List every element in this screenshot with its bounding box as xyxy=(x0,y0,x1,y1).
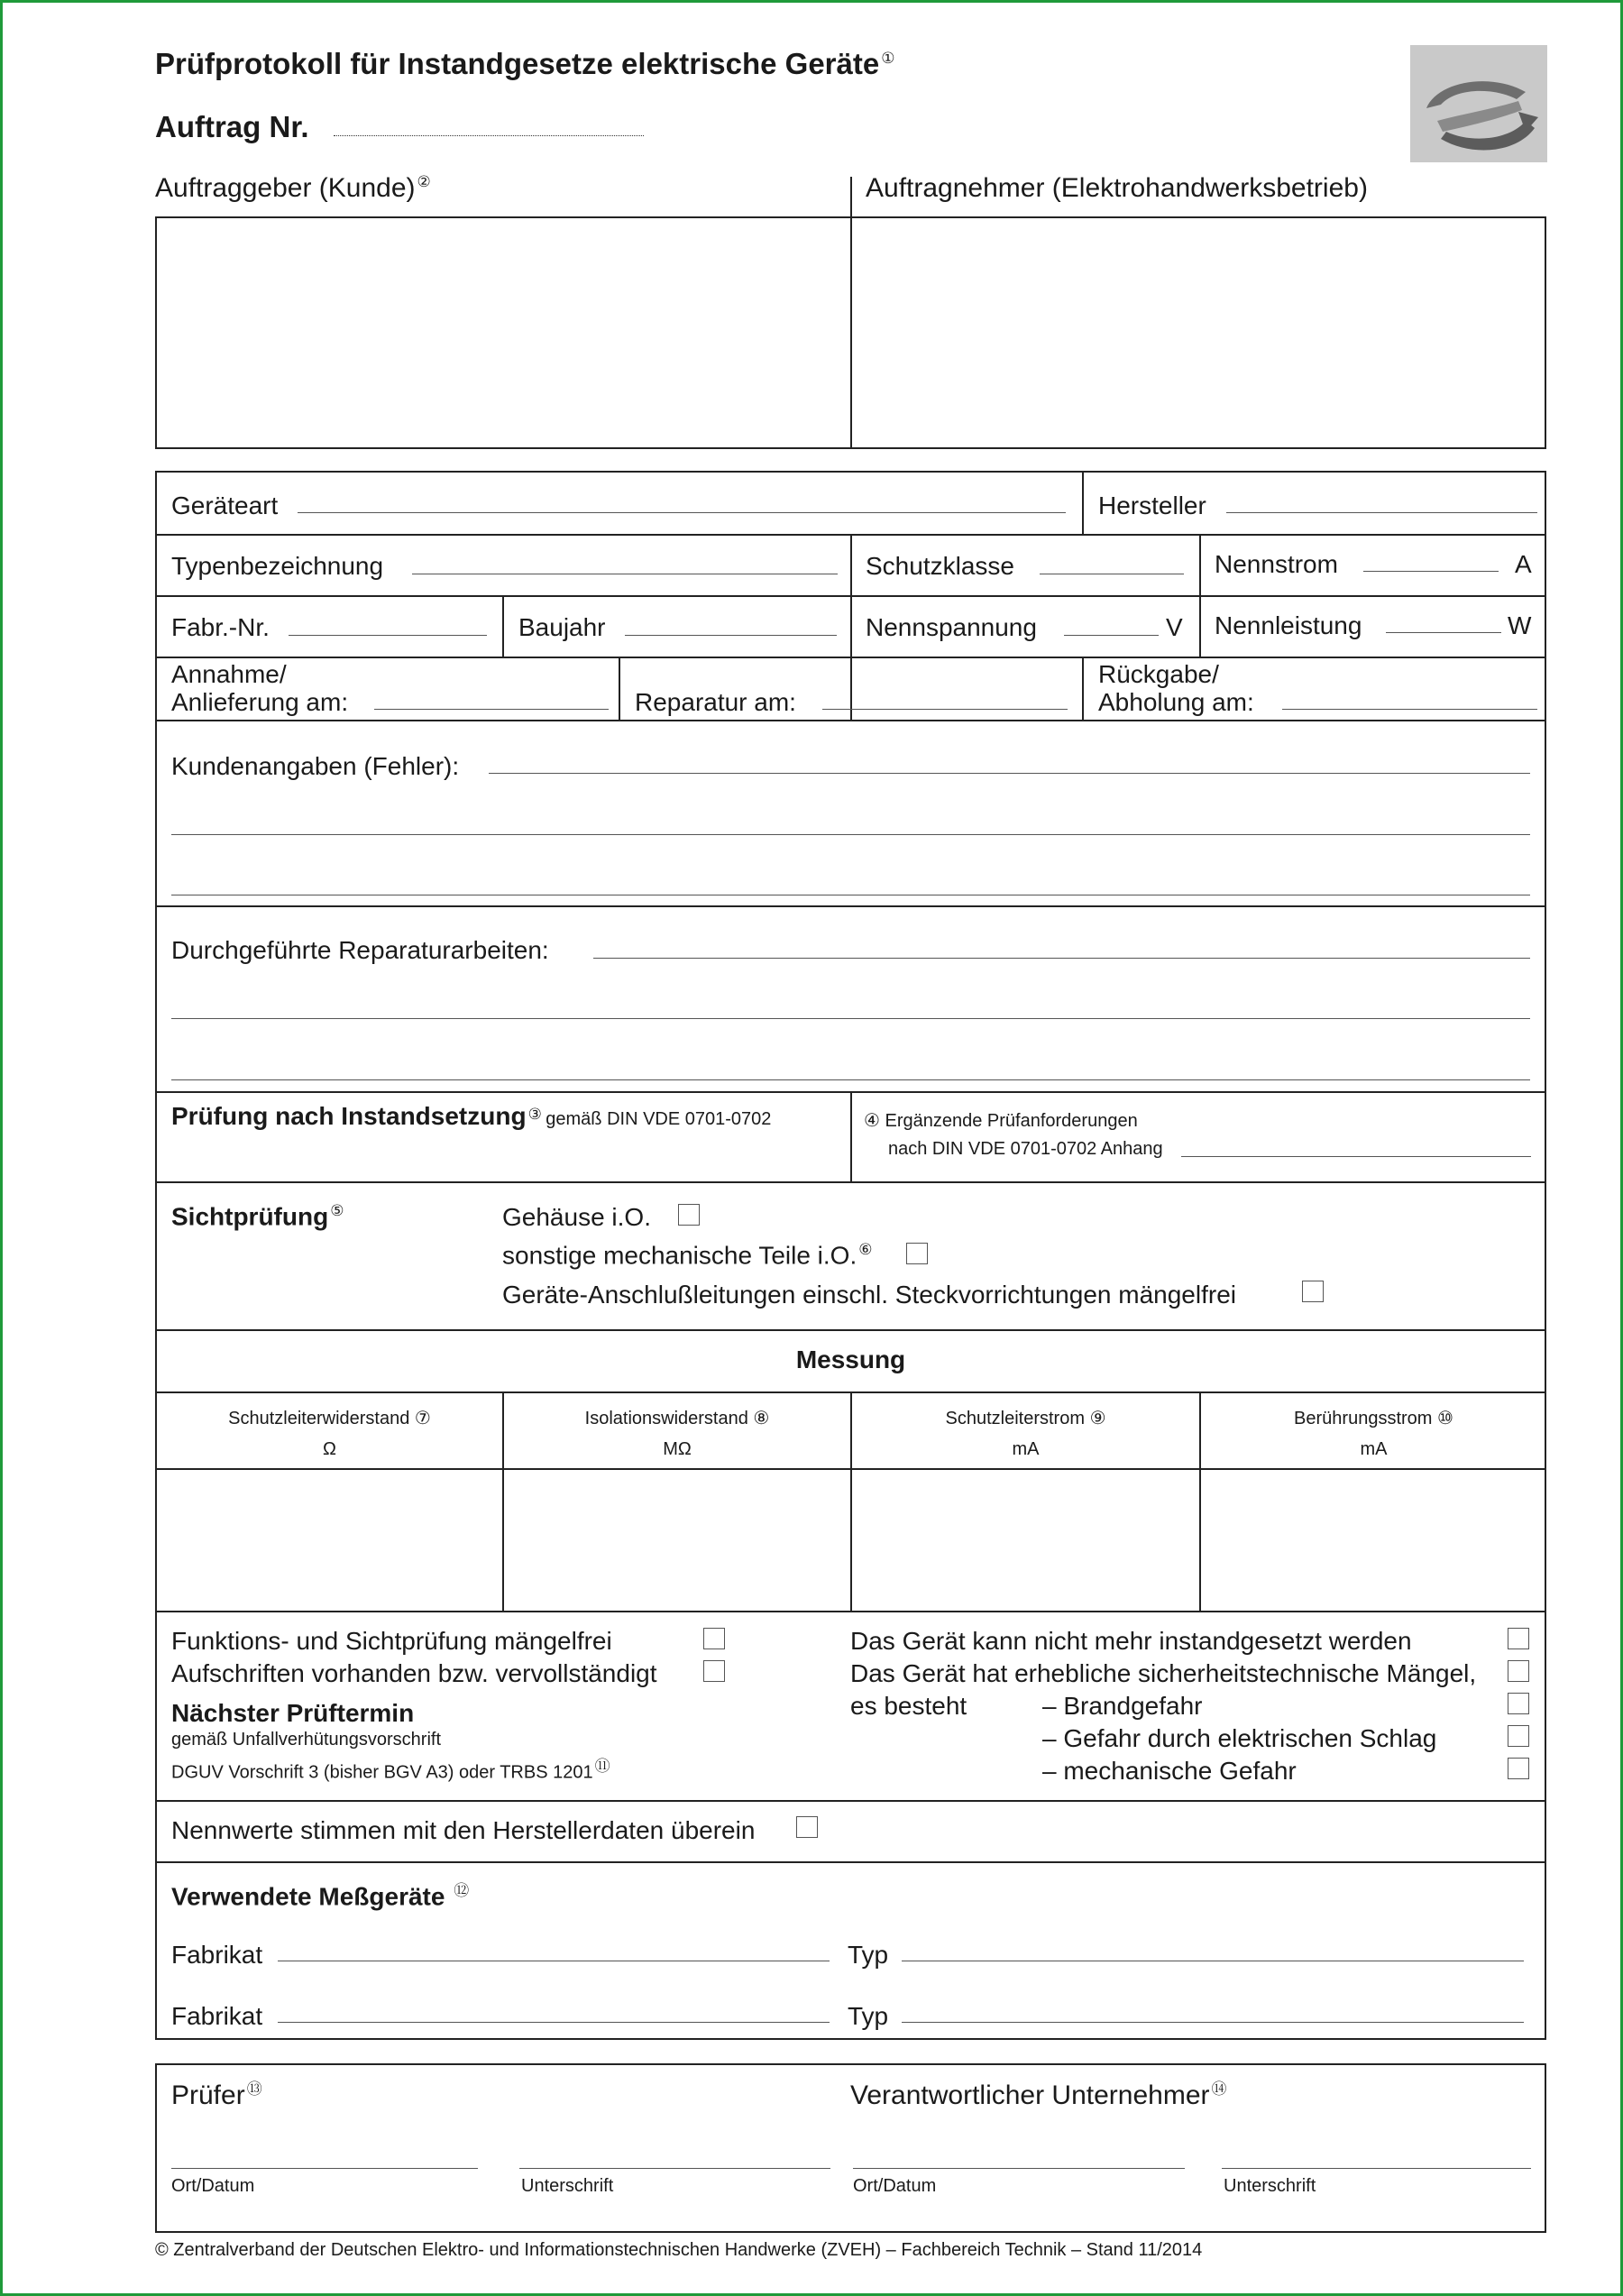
unternehmer-unterschrift-field[interactable] xyxy=(1222,2168,1531,2169)
naechster-prueftermin-label: Nächster Prüftermin xyxy=(171,1699,415,1727)
schlag-label: – Gefahr durch elektrischen Schlag xyxy=(1042,1724,1437,1752)
reparaturarbeiten-label: Durchgeführte Reparaturarbeiten: xyxy=(171,936,549,964)
ergaenzend-label-1: ④ Ergänzende Prüfanforderungen xyxy=(864,1111,1138,1131)
mechanisch-label: – mechanische Gefahr xyxy=(1042,1757,1297,1785)
annahme-label: Annahme/ Anlieferung am: xyxy=(171,660,349,716)
hersteller-field[interactable] xyxy=(1226,512,1537,513)
sicht-gehaeuse-checkbox[interactable] xyxy=(678,1204,700,1226)
funktion-label: Funktions- und Sichtprüfung mängelfrei xyxy=(171,1627,612,1655)
aufschriften-label: Aufschriften vorhanden bzw. vervollständigt xyxy=(171,1659,657,1687)
messung-col-isolationswiderstand: Isolationswiderstand ⑧ MΩ xyxy=(584,1409,770,1459)
messung-col-beruehrungsstrom: Berührungsstrom ⑩ mA xyxy=(1294,1409,1453,1459)
sicht-gehaeuse-label: Gehäuse i.O. xyxy=(502,1203,651,1231)
messung-col-schutzleiterwiderstand: Schutzleiterwiderstand ⑦ Ω xyxy=(228,1409,431,1459)
pruefung-title: Prüfung nach Instandsetzung ③ gemäß DIN VDE 0701-0702 xyxy=(171,1102,772,1130)
rueckgabe-label: Rückgabe/ Abholung am: xyxy=(1098,660,1254,716)
maengel-label: Das Gerät hat erhebliche sicherheitstechnische Mängel, xyxy=(850,1659,1477,1687)
messgeraete-title: Verwendete Meßgeräte ⑫ xyxy=(171,1882,470,1911)
fabrikat-field-2[interactable] xyxy=(278,2022,830,2023)
geraeteart-field[interactable] xyxy=(298,512,1066,513)
zveh-logo-icon xyxy=(1410,45,1547,162)
pruefer-unterschrift-label: Unterschrift xyxy=(521,2176,614,2196)
nennwerte-checkbox[interactable] xyxy=(796,1816,818,1838)
mechanisch-checkbox[interactable] xyxy=(1508,1758,1529,1779)
typ-label-1: Typ xyxy=(848,1941,889,1969)
baujahr-field[interactable] xyxy=(625,635,837,636)
kundenangaben-field-1[interactable] xyxy=(489,773,1530,774)
nicht-instand-checkbox[interactable] xyxy=(1508,1628,1529,1649)
contractor-field[interactable] xyxy=(853,218,1545,447)
reparaturarbeiten-field-1[interactable] xyxy=(593,958,1530,959)
annahme-field[interactable] xyxy=(374,709,609,710)
reparatur-label: Reparatur am: xyxy=(635,688,796,716)
nennstrom-label: Nennstrom xyxy=(1215,550,1338,578)
reparaturarbeiten-field-3[interactable] xyxy=(171,1079,1530,1080)
sicht-mechanik-label: sonstige mechanische Teile i.O. ⑥ xyxy=(502,1241,873,1270)
baujahr-label: Baujahr xyxy=(518,613,606,641)
typenbezeichnung-label: Typenbezeichnung xyxy=(171,552,384,580)
es-besteht-label: es besteht xyxy=(850,1692,967,1720)
kundenangaben-label: Kundenangaben (Fehler): xyxy=(171,752,460,780)
messung-value-isolationswiderstand[interactable] xyxy=(504,1470,850,1611)
fabr-nr-field[interactable] xyxy=(289,635,487,636)
nennleistung-unit: W xyxy=(1508,611,1532,639)
nicht-instand-label: Das Gerät kann nicht mehr instandgesetzt werden xyxy=(850,1627,1412,1655)
unternehmer-unterschrift-label: Unterschrift xyxy=(1224,2176,1316,2196)
messung-title: Messung xyxy=(795,1345,906,1373)
footer-copyright: © Zentralverband der Deutschen Elektro- und Informationstechnischen Handwerke (ZVEH) – Fachbereich Technik – Stand 11/2014 xyxy=(155,2240,1203,2260)
sicht-title: Sichtprüfung ⑤ xyxy=(171,1202,344,1231)
nennleistung-field[interactable] xyxy=(1386,632,1501,633)
pruefer-ort-datum-field[interactable] xyxy=(171,2168,478,2169)
unternehmer-ort-datum-label: Ort/Datum xyxy=(853,2176,937,2196)
reparatur-field[interactable] xyxy=(822,709,1068,710)
typ-field-2[interactable] xyxy=(902,2022,1524,2023)
schutzklasse-label: Schutzklasse xyxy=(866,552,1014,580)
aufschriften-checkbox[interactable] xyxy=(703,1660,725,1682)
pruefer-unterschrift-field[interactable] xyxy=(519,2168,830,2169)
schlag-checkbox[interactable] xyxy=(1508,1725,1529,1747)
sicht-mechanik-checkbox[interactable] xyxy=(906,1243,928,1264)
messung-value-schutzleiterstrom[interactable] xyxy=(852,1470,1199,1611)
contractor-label: Auftragnehmer (Elektrohandwerksbetrieb) xyxy=(866,173,1368,203)
maengel-checkbox[interactable] xyxy=(1508,1660,1529,1682)
nennstrom-unit: A xyxy=(1515,550,1532,578)
nennwerte-label: Nennwerte stimmen mit den Herstellerdaten überein xyxy=(171,1816,756,1844)
page-title: Prüfprotokoll für Instandgesetze elektrische Geräte ① xyxy=(155,47,895,80)
fabrikat-label-1: Fabrikat xyxy=(171,1941,263,1969)
nennspannung-label: Nennspannung xyxy=(866,613,1037,641)
pruefer-label: Prüfer ⑬ xyxy=(171,2080,262,2110)
nennspannung-field[interactable] xyxy=(1064,635,1159,636)
sicht-leitungen-label: Geräte-Anschlußleitungen einschl. Steckvorrichtungen mängelfrei xyxy=(502,1281,1236,1309)
ergaenzend-label-2: nach DIN VDE 0701-0702 Anhang xyxy=(888,1139,1163,1159)
reparaturarbeiten-field-2[interactable] xyxy=(171,1018,1530,1019)
fabr-nr-label: Fabr.-Nr. xyxy=(171,613,270,641)
naechster-note-1: gemäß Unfallverhütungsvorschrift xyxy=(171,1730,442,1750)
nennleistung-label: Nennleistung xyxy=(1215,611,1362,639)
auftrag-label: Auftrag Nr. xyxy=(155,110,309,143)
geraeteart-label: Geräteart xyxy=(171,491,279,519)
sicht-leitungen-checkbox[interactable] xyxy=(1302,1281,1324,1302)
auftrag-field[interactable] xyxy=(334,135,644,136)
typ-label-2: Typ xyxy=(848,2002,889,2030)
brandgefahr-checkbox[interactable] xyxy=(1508,1693,1529,1714)
ergaenzend-field[interactable] xyxy=(1181,1156,1531,1157)
rueckgabe-field[interactable] xyxy=(1282,709,1537,710)
pruefer-ort-datum-label: Ort/Datum xyxy=(171,2176,255,2196)
client-label: Auftraggeber (Kunde) ② xyxy=(155,173,431,203)
nennspannung-unit: V xyxy=(1166,613,1183,641)
funktion-checkbox[interactable] xyxy=(703,1628,725,1649)
unternehmer-label: Verantwortlicher Unternehmer ⑭ xyxy=(850,2080,1227,2110)
messung-value-schutzleiterwiderstand[interactable] xyxy=(157,1470,502,1611)
messung-col-schutzleiterstrom: Schutzleiterstrom ⑨ mA xyxy=(945,1409,1106,1459)
naechster-note-2: DGUV Vorschrift 3 (bisher BGV A3) oder TRBS 1201 ⑪ xyxy=(171,1758,610,1783)
fabrikat-label-2: Fabrikat xyxy=(171,2002,263,2030)
brandgefahr-label: – Brandgefahr xyxy=(1042,1692,1203,1720)
unternehmer-ort-datum-field[interactable] xyxy=(853,2168,1185,2169)
client-field[interactable] xyxy=(157,218,849,447)
messung-value-beruehrungsstrom[interactable] xyxy=(1201,1470,1546,1611)
nennstrom-field[interactable] xyxy=(1363,571,1499,572)
hersteller-label: Hersteller xyxy=(1098,491,1206,519)
kundenangaben-field-2[interactable] xyxy=(171,834,1530,835)
